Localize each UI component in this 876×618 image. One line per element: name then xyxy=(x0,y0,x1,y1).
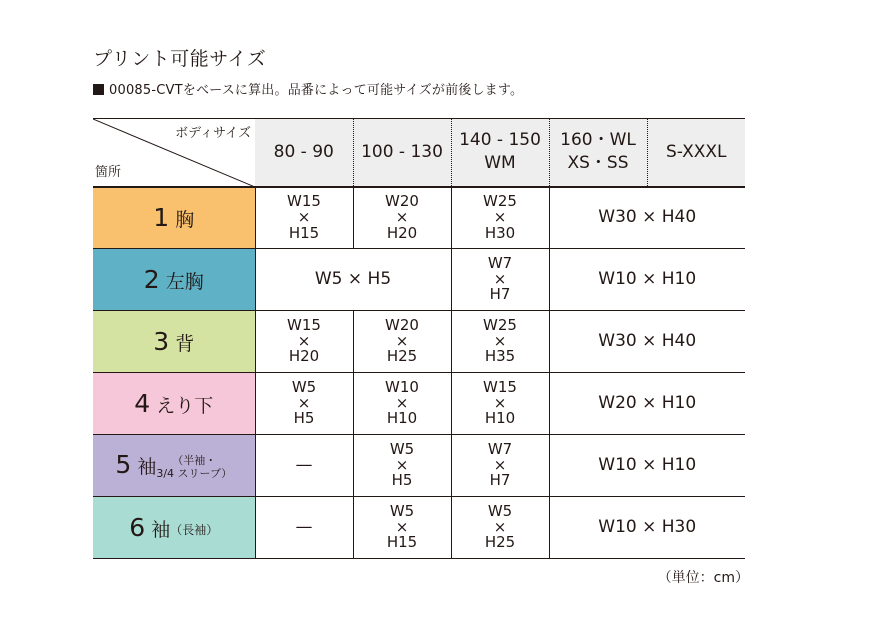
table-row xyxy=(93,435,745,497)
subtitle xyxy=(93,79,523,98)
size-cell: W25 × H35 xyxy=(451,311,549,373)
location-cell: 2 左胸 xyxy=(93,249,255,311)
corner-label-body-size: ボディサイズ xyxy=(175,126,251,141)
size-cell: W7 × H7 xyxy=(451,435,549,497)
size-cell: W7 × H7 xyxy=(451,249,549,311)
size-cell-none: — xyxy=(255,497,353,559)
print-size-table xyxy=(93,118,745,559)
size-header-3: 140 - 150 WM xyxy=(451,119,549,187)
location-cell: 3 背 xyxy=(93,311,255,373)
size-cell: W20 × H20 xyxy=(353,187,451,249)
size-cell-wide: W30 × H40 xyxy=(549,311,745,373)
table-row xyxy=(93,497,745,559)
size-cell-wide: W20 × H10 xyxy=(549,373,745,435)
size-cell: W10 × H10 xyxy=(353,373,451,435)
size-cell: W15 × H10 xyxy=(451,373,549,435)
location-cell: 6 袖（長袖） xyxy=(93,497,255,559)
size-cell: W25 × H30 xyxy=(451,187,549,249)
size-header-1: 80 - 90 xyxy=(255,119,353,187)
location-note: （長袖） xyxy=(170,522,219,537)
size-cell: W5 × H5 xyxy=(353,435,451,497)
table-row xyxy=(93,311,745,373)
location-cell: 4 えり下 xyxy=(93,373,255,435)
size-header-5: S-XXXL xyxy=(647,119,745,187)
subtitle-text: 00085-CVTをベースに算出。品番によって可能サイズが前後します。 xyxy=(109,83,524,98)
square-bullet-icon xyxy=(93,84,104,95)
size-cell-none: — xyxy=(255,435,353,497)
size-cell-wide: W5 × H5 xyxy=(255,249,451,311)
location-cell: 5 袖 （半袖・ 3/4 スリーブ） xyxy=(93,435,255,497)
table-row xyxy=(93,373,745,435)
size-cell-wide: W10 × H10 xyxy=(549,249,745,311)
size-cell-wide: W10 × H10 xyxy=(549,435,745,497)
corner-cell xyxy=(93,119,255,187)
size-cell: W5 × H5 xyxy=(255,373,353,435)
location-cell: 1 胸 xyxy=(93,187,255,249)
size-cell: W15 × H20 xyxy=(255,311,353,373)
table-row xyxy=(93,187,745,249)
corner-label-location: 箇所 xyxy=(95,164,122,180)
header-row xyxy=(93,119,745,187)
size-cell-wide: W30 × H40 xyxy=(549,187,745,249)
size-cell: W5 × H15 xyxy=(353,497,451,559)
size-cell-wide: W10 × H30 xyxy=(549,497,745,559)
unit-note: （単位：cm） xyxy=(657,570,749,586)
size-cell: W5 × H25 xyxy=(451,497,549,559)
location-note: （半袖・ 3/4 スリーブ） xyxy=(156,454,233,480)
page-title: プリント可能サイズ xyxy=(93,48,267,70)
size-header-2: 100 - 130 xyxy=(353,119,451,187)
table-row xyxy=(93,249,745,311)
size-header-4: 160・WL XS・SS xyxy=(549,119,647,187)
size-cell: W15 × H15 xyxy=(255,187,353,249)
size-cell: W20 × H25 xyxy=(353,311,451,373)
